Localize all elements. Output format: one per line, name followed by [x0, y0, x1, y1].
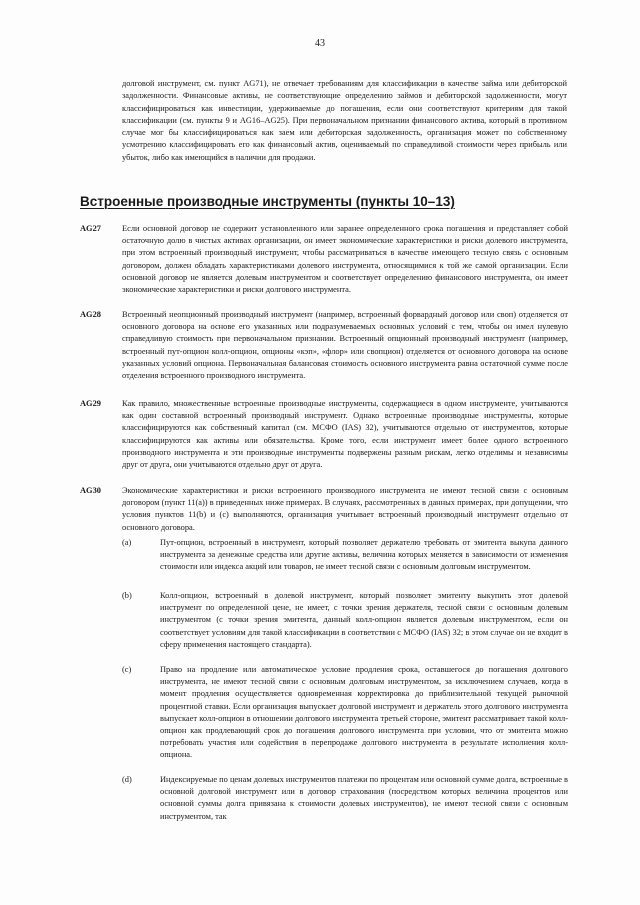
- paragraph-number: AG27: [80, 224, 101, 233]
- list-item-label: (d): [122, 775, 132, 784]
- paragraph-text: Если основной договор не содержит установленного или заранее определенного срока погашения и представляет собой остаточную долю в чистых активах организации, он имеет экономические характеристики и риски долевого инструмента, при этом встроенный производный инструмент, чтобы рассматриваться в качестве имеющего тесную связь с основным договором, должен обладать характеристиками долевого инструмента, относящимися к той же самой организации. Если основной договор не является долевым инструментом и соответствует определению финансового инструмента, он имеет экономические характеристики и риски долгового инструмента.: [122, 224, 568, 295]
- list-item-label: (a): [122, 538, 132, 547]
- paragraph-number: AG28: [80, 310, 101, 319]
- paragraph-ag29: [80, 398, 568, 471]
- intro-paragraph: долговой инструмент, см. пункт AG71), не отвечает требованиям для классификации в качестве займа или дебиторской задолженности. Финансовые активы, не соответствующие определению займов и дебиторской задолженности, могут классифицироваться как инвестиции, удерживаемые до погашения, если они соответствуют критериям для такой классификации (см. пункты 9 и AG16–AG25). При первоначальном признании финансового актива, который в противном случае мог бы классифицироваться как заем или дебиторская задолженность, организация может по собственному усмотрению классифицировать его как финансовый актив, оцениваемый по справедливой стоимости через прибыль или убыток, либо как имеющийся в наличии для продажи.: [122, 79, 567, 162]
- list-item-text: Колл-опцион, встроенный в долевой инструмент, который позволяет эмитенту выкупить этот долевой инструмент по определенной цене, не имеет, с точки зрения держателя, тесной связи с основным долевым инструментом (с точки зрения эмитента, данный колл-опцион является долевым инструментом, если он соответствует условиям для такой классификации в соответствии с МСФО (IAS) 32; в этом случае он не входит в сферу применения настоящего стандарта).: [160, 591, 568, 649]
- paragraph-text: Как правило, множественные встроенные производные инструменты, содержащиеся в одном инструменте, учитываются как один составной встроенный производный инструмент. Однако встроенные производные инструменты, которые классифицируются как собственный капитал (см. МСФО (IAS) 32), учитываются отдельно от инструментов, которые классифицируются как активы или обязательства. Кроме того, если инструмент имеет более одного встроенного производного инструмента и эти производные инструменты подвержены разным рискам, легко отделимы и независимы друг от друга, они учитываются отдельно друг от друга.: [122, 399, 568, 470]
- section-heading-text: Встроенные производные инструменты (пункты 10–13): [80, 194, 455, 209]
- section-heading: [80, 194, 580, 209]
- list-item-label: (b): [122, 591, 132, 600]
- paragraph-number: AG29: [80, 399, 101, 408]
- list-item-d: [122, 774, 568, 823]
- list-item-text: Пут-опцион, встроенный в инструмент, который позволяет держателю требовать от эмитента выкупа данного инструмента за денежные средства или другие активы, величина которых меняется в зависимости от изменения стоимости или индекса акций или товаров, не имеет тесной связи с основным долговым инструментом.: [160, 538, 568, 572]
- paragraph-number: AG30: [80, 486, 101, 495]
- list-item-text: Право на продление или автоматическое условие продления срока, оставшегося до погашения долгового инструмента, не имеют тесной связи с основным долговым инструментом, за исключением случаев, когда в момент продления осуществляется одновременная корректировка до приблизительной текущей рыночной процентной ставки. Если организация выпускает долговой инструмент и держатель этого долгового инструмента выпускает колл-опцион в отношении долгового инструмента третьей стороне, эмитент рассматривает такой колл-опцион как продлевающий срок до погашения долгового инструмента при условии, что от эмитента можно потребовать участия или содействия в перепродаже долгового инструмента в результате исполнения колл-опциона.: [160, 665, 568, 760]
- list-item-c: [122, 664, 568, 762]
- list-item-label: (c): [122, 665, 132, 674]
- page-number: 43: [315, 38, 325, 49]
- list-item-text: Индексируемые по ценам долевых инструментов платежи по процентам или основной сумме долга, встроенные в основной долговой инструмент или в договор страхования (посредством которых величина процентов или основной суммы долга привязана к стоимости долевых инструментов), не имеют тесной связи с основным инструментом, так: [160, 775, 568, 821]
- list-item-a: [122, 537, 568, 574]
- list-item-b: [122, 590, 568, 651]
- paragraph-text: Встроенный неопционный производный инструмент (например, встроенный форвардный договор или своп) отделяется от основного договора на основе его указанных или подразумеваемых основных условий с тем, чтобы он имел нулевую справедливую стоимость при первоначальном признании. Встроенный опционный производный инструмент (например, встроенный пут-опцион колл-опцион, опционы «кэп», «флор» или свопцион) отделяется от основного договора на основе указанных условий опциона. Первоначальная балансовая стоимость основного инструмента равна остаточной сумме после отделения встроенного производного инструмента.: [122, 310, 568, 381]
- paragraph-ag27: [80, 223, 568, 296]
- paragraph-ag28: [80, 309, 568, 382]
- paragraph-ag30: [80, 485, 568, 534]
- paragraph-text: Экономические характеристики и риски встроенного производного инструмента не имеют тесной связи с основным договором (пункт 11(а)) в приведенных ниже примерах. В случаях, рассмотренных в данных примерах, при допущении, что условия пунктов 11(b) и (c) выполняются, организация учитывает встроенный производный инструмент отдельно от основного договора.: [122, 486, 568, 532]
